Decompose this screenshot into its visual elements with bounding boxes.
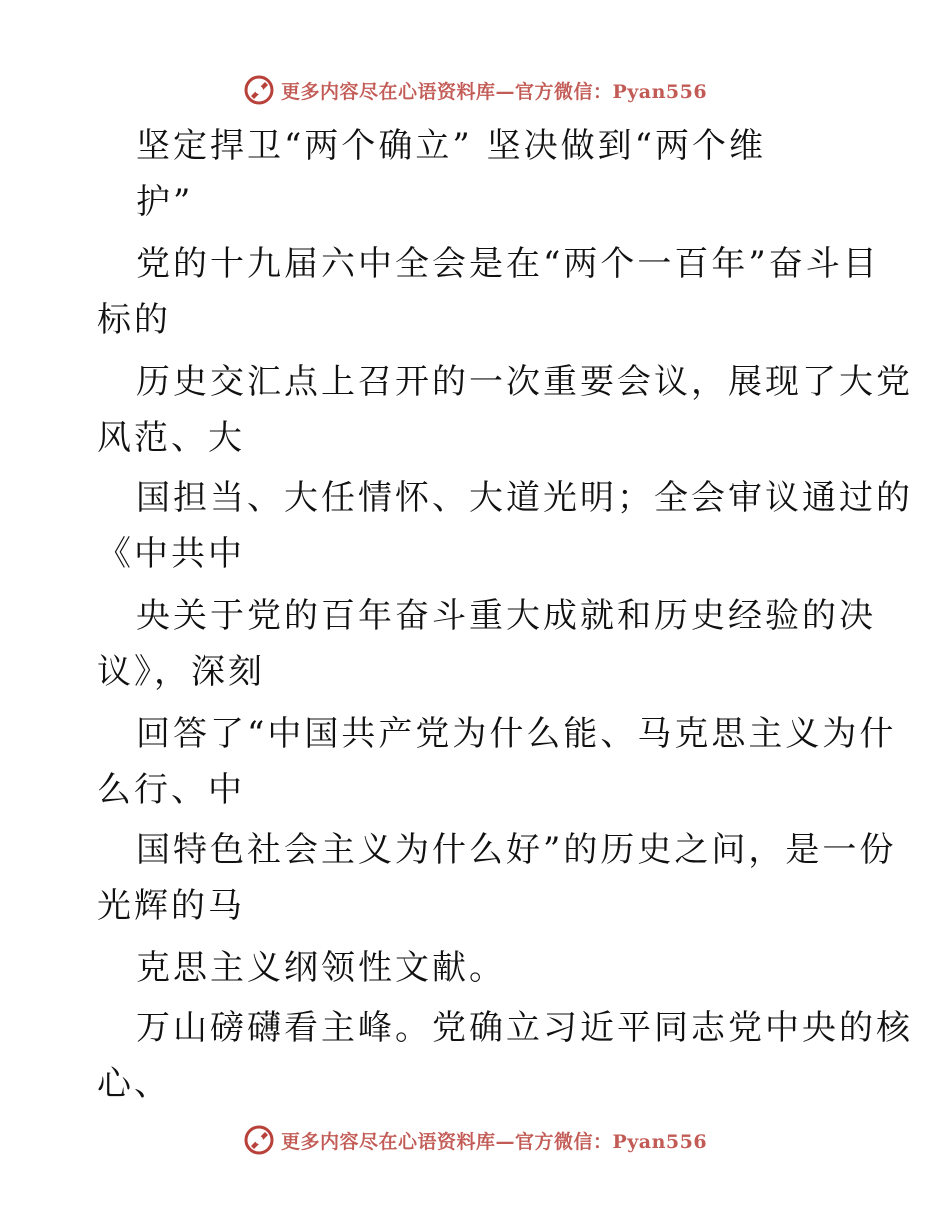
text-line: 标的: [97, 300, 171, 340]
header-watermark: [0, 70, 950, 110]
text-line: 历史交汇点上召开的一次重要会议，展现了大党: [136, 362, 913, 402]
watermark-text: 更多内容尽在心语资料库—官方微信：Pyan556: [280, 1130, 708, 1153]
seal-logo-icon: [243, 1124, 275, 1156]
seal-logo-icon: [243, 74, 275, 106]
watermark-text: 更多内容尽在心语资料库—官方微信：Pyan556: [280, 80, 708, 103]
text-line: 心、: [97, 1064, 171, 1104]
text-line: 万山磅礴看主峰。党确立习近平同志党中央的核: [136, 1008, 913, 1048]
footer-watermark: [0, 1120, 950, 1160]
text-line: 坚定捍卫“两个确立” 坚决做到“两个维: [136, 126, 766, 166]
text-line: 回答了“中国共产党为什么能、马克思主义为什: [136, 714, 897, 754]
text-line: 护”: [136, 182, 194, 222]
text-line: 党的十九届六中全会是在“两个一百年”奋斗目: [136, 244, 880, 284]
text-line: 光辉的马: [97, 886, 245, 926]
text-line: 《中共中: [97, 534, 245, 574]
text-line: 国担当、大任情怀、大道光明；全会审议通过的: [136, 478, 913, 518]
text-line: 议》，深刻: [97, 652, 265, 692]
text-line: 克思主义纲领性文献。: [136, 948, 506, 988]
text-line: 么行、中: [97, 770, 245, 810]
text-line: 风范、大: [97, 418, 245, 458]
text-line: 国特色社会主义为什么好”的历史之问，是一份: [136, 830, 897, 870]
text-line: 央关于党的百年奋斗重大成就和历史经验的决: [136, 596, 876, 636]
